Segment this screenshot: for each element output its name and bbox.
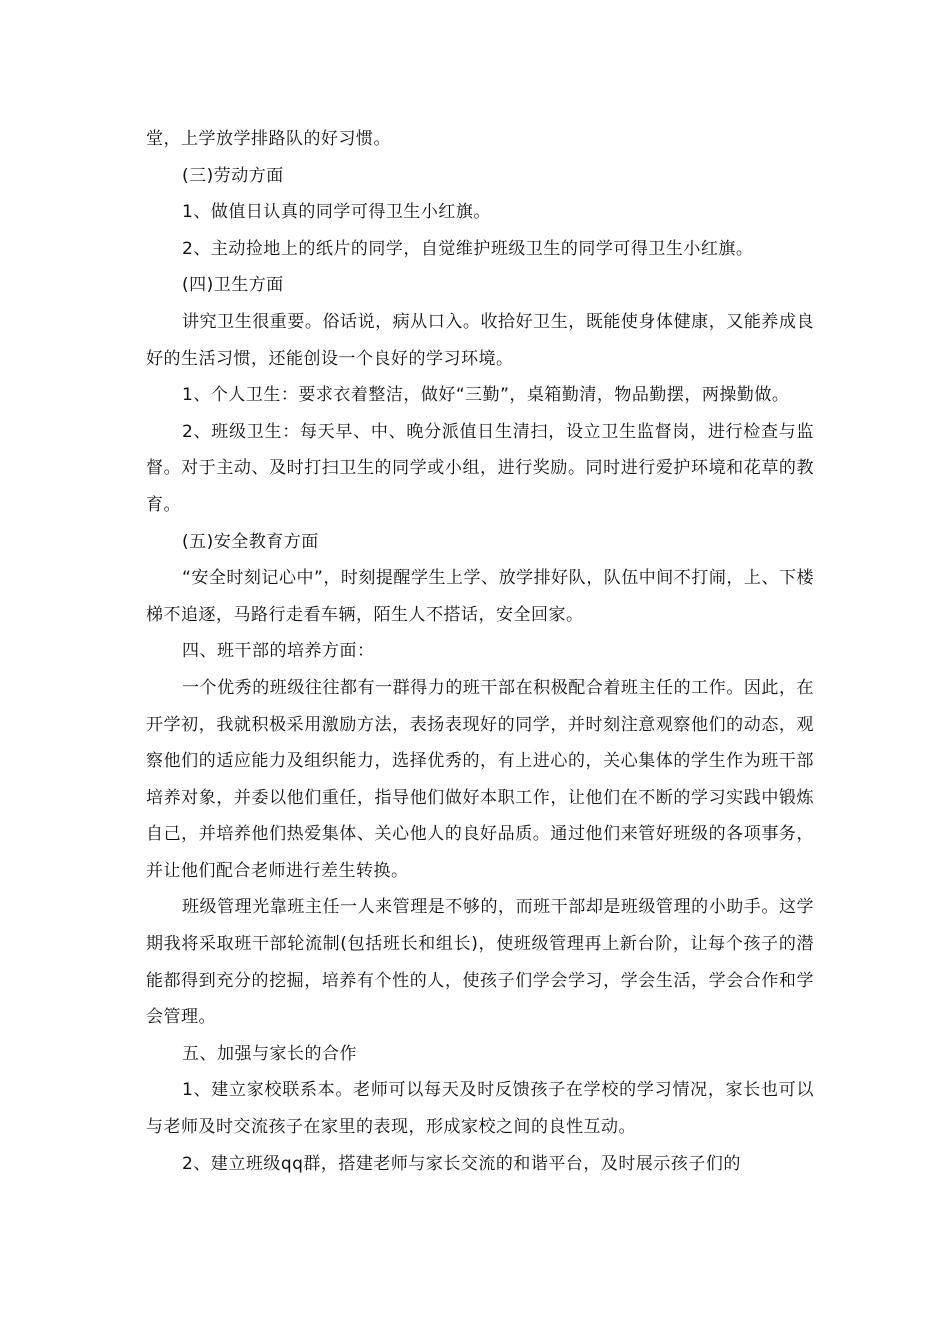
section-heading-parents: 五、加强与家长的合作 <box>182 1043 357 1064</box>
paragraph-continuation: 堂，上学放学排路队的好习惯。 <box>146 129 391 149</box>
paragraph: 1、个人卫生：要求衣着整洁，做好“三勤”，桌箱勤清，物品勤摆，两操勤做。 <box>182 385 790 406</box>
document-body <box>146 121 814 1182</box>
paragraph: 一个优秀的班级往往都有一群得力的班干部在积极配合着班主任的工作。因此，在开学初，我就积极采用激励方法，表扬表现好的同学，并时刻注意观察他们的动态，观察他们的适应能力及组织能力，选择优秀的，有上进心的，关心集体的学生作为班干部培养对象，并委以他们重任，指导他们做好本职工作，让他们在不断的学习实践中锻炼自己，并培养他们热爱集体、关心他人的良好品质。通过他们来管好班级的各项事务，并让他们配合老师进行差生转换。 <box>146 677 814 881</box>
section-heading-labor: (三)劳动方面 <box>182 165 284 186</box>
paragraph: 2、主动捡地上的纸片的同学，自觉维护班级卫生的同学可得卫生小红旗。 <box>182 238 754 259</box>
paragraph: 1、做值日认真的同学可得卫生小红旗。 <box>182 202 491 223</box>
paragraph: 1、建立家校联系本。老师可以每天及时反馈孩子在学校的学习情况，家长也可以与老师及时交流孩子在家里的表现，形成家校之间的良性互动。 <box>146 1080 814 1138</box>
paragraph: 2、建立班级qq群，搭建老师与家长交流的和谐平台，及时展示孩子们的 <box>182 1153 741 1174</box>
section-heading-safety: (五)安全教育方面 <box>182 531 319 552</box>
section-heading-class-cadres: 四、班干部的培养方面： <box>182 641 375 662</box>
paragraph: 班级管理光靠班主任一人来管理是不够的，而班干部却是班级管理的小助手。这学期我将采取班干部轮流制(包括班长和组长)，使班级管理再上新台阶，让每个孩子的潜能都得到充分的挖掘，培养有个性的人，使孩子们学会学习，学会生活，学会合作和学会管理。 <box>146 897 814 1028</box>
paragraph: “安全时刻记心中”，时刻提醒学生上学、放学排好队，队伍中间不打闹，上、下楼梯不追逐，马路行走看车辆，陌生人不搭话，安全回家。 <box>146 568 814 625</box>
paragraph: 2、班级卫生：每天早、中、晚分派值日生清扫，设立卫生监督岗，进行检查与监督。对于主动、及时打扫卫生的同学或小组，进行奖励。同时进行爱护环境和花草的教育。 <box>146 421 814 515</box>
section-heading-hygiene: (四)卫生方面 <box>182 275 284 296</box>
paragraph: 讲究卫生很重要。俗话说，病从口入。收拾好卫生，既能使身体健康，又能养成良好的生活习惯，还能创设一个良好的学习环境。 <box>146 311 814 369</box>
